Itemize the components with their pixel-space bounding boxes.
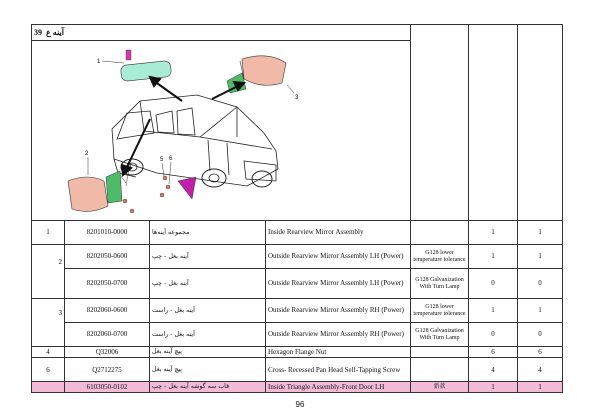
qty-total-cell: 6 bbox=[518, 347, 563, 358]
english-name-cell: Cross- Recessed Pan Head Self-Tapping Screw bbox=[266, 358, 411, 382]
arrows bbox=[122, 77, 244, 175]
seq-cell: 1 bbox=[32, 221, 65, 245]
part-number-cell: 8202060-0600 bbox=[65, 299, 150, 323]
callout-2: 2 bbox=[85, 151, 89, 157]
part-number-cell: 6103050-0102 bbox=[65, 382, 150, 393]
seq-value: 2 bbox=[58, 258, 62, 267]
qty-cell: 0 bbox=[469, 269, 518, 299]
seq-cell bbox=[32, 245, 65, 299]
section-title bbox=[32, 25, 411, 41]
header-remark-cell bbox=[411, 25, 469, 221]
qty-total-cell: 0 bbox=[518, 269, 563, 299]
table-row bbox=[32, 221, 563, 245]
illustration-cell bbox=[32, 41, 411, 221]
qty-cell: 1 bbox=[469, 245, 518, 269]
part-number-cell: 8201010-0000 bbox=[65, 221, 150, 245]
qty-total-cell: 1 bbox=[518, 221, 563, 245]
table-row-highlighted bbox=[32, 382, 563, 393]
pickup-truck-drawing bbox=[112, 95, 278, 187]
remark-cell: G128 lower temperature tolerance bbox=[411, 245, 469, 269]
persian-name-cell: مجموعه آینه‌ها bbox=[150, 221, 266, 245]
seq-cell bbox=[32, 299, 65, 347]
remark-cell: 新款 bbox=[411, 382, 469, 393]
qty-cell: 6 bbox=[469, 347, 518, 358]
english-name-cell: Hexagon Flange Nut bbox=[266, 347, 411, 358]
header-qty1-cell bbox=[469, 25, 518, 221]
persian-name-cell: آینه بغل - راست bbox=[150, 323, 266, 347]
callout-5: 5 bbox=[160, 157, 164, 163]
table-row bbox=[32, 347, 563, 358]
seq-value: 3 bbox=[58, 309, 62, 318]
page-number: 96 bbox=[295, 400, 305, 409]
english-name-cell: Outside Rearview Mirror Assembly RH (Power) bbox=[266, 299, 411, 323]
seq-cell bbox=[32, 382, 65, 393]
remark-cell bbox=[411, 347, 469, 358]
part-number-cell: 8202050-0700 bbox=[65, 269, 150, 299]
exploded-view-illustration bbox=[32, 41, 410, 220]
part-number-cell: Q32006 bbox=[65, 347, 150, 358]
remark-cell: G128 Galvanization With Turn Lamp bbox=[411, 269, 469, 299]
table-row bbox=[32, 269, 563, 299]
seq-cell: 6 bbox=[32, 358, 65, 382]
callout-6: 6 bbox=[169, 156, 173, 162]
qty-total-cell: 0 bbox=[518, 323, 563, 347]
remark-cell bbox=[411, 358, 469, 382]
qty-cell: 1 bbox=[469, 299, 518, 323]
table-row bbox=[32, 299, 563, 323]
remark-cell: G128 Galvanization With Turn Lamp bbox=[411, 323, 469, 347]
table-row bbox=[32, 358, 563, 382]
qty-total-cell: 1 bbox=[518, 245, 563, 269]
part-number-cell: Q2712275 bbox=[65, 358, 150, 382]
qty-total-cell: 1 bbox=[518, 382, 563, 393]
english-name-cell: Inside Triangle Assembly-Front Door LH bbox=[266, 382, 411, 393]
persian-name-cell: آینه بغل - چپ bbox=[150, 269, 266, 299]
qty-cell: 0 bbox=[469, 323, 518, 347]
qty-cell: 1 bbox=[469, 382, 518, 393]
english-name-cell: Outside Rearview Mirror Assembly LH (Power) bbox=[266, 269, 411, 299]
table-row bbox=[32, 323, 563, 347]
qty-cell: 4 bbox=[469, 358, 518, 382]
left-outside-mirror-part bbox=[68, 171, 126, 211]
qty-total-cell: 4 bbox=[518, 358, 563, 382]
persian-name-cell: آینه بغل - راست bbox=[150, 299, 266, 323]
part-number-cell: 8202050-0600 bbox=[65, 245, 150, 269]
seq-cell: 4 bbox=[32, 347, 65, 358]
english-name-cell: Inside Rearview Mirror Assembly bbox=[266, 221, 411, 245]
section-header-row bbox=[32, 25, 563, 41]
remark-cell: G128 lower temperature tolerance bbox=[411, 299, 469, 323]
callout-3: 3 bbox=[295, 95, 299, 101]
qty-cell: 1 bbox=[469, 221, 518, 245]
persian-name-cell: پیچ آینه بغل bbox=[150, 347, 266, 358]
header-qty2-cell bbox=[518, 25, 563, 221]
persian-name-cell: پیچ آینه بغل bbox=[150, 358, 266, 382]
section-number: 39 bbox=[34, 27, 42, 37]
table-row bbox=[32, 245, 563, 269]
callout-4: 4 bbox=[128, 164, 132, 170]
part-number-cell: 8202060-0700 bbox=[65, 323, 150, 347]
persian-name-cell: قاب سه گوشه آینه بغل - چپ bbox=[150, 382, 266, 393]
english-name-cell: Outside Rearview Mirror Assembly LH (Power) bbox=[266, 245, 411, 269]
callout-1: 1 bbox=[97, 59, 101, 65]
remark-cell bbox=[411, 221, 469, 245]
parts-table bbox=[31, 24, 563, 393]
inside-mirror-part bbox=[120, 50, 171, 82]
persian-name-cell: آینه بغل - چپ bbox=[150, 245, 266, 269]
qty-total-cell: 1 bbox=[518, 299, 563, 323]
triangle-bracket-part bbox=[123, 176, 196, 213]
section-title-text: آینه ع bbox=[46, 27, 64, 37]
english-name-cell: Outside Rearview Mirror Assembly RH (Power) bbox=[266, 323, 411, 347]
